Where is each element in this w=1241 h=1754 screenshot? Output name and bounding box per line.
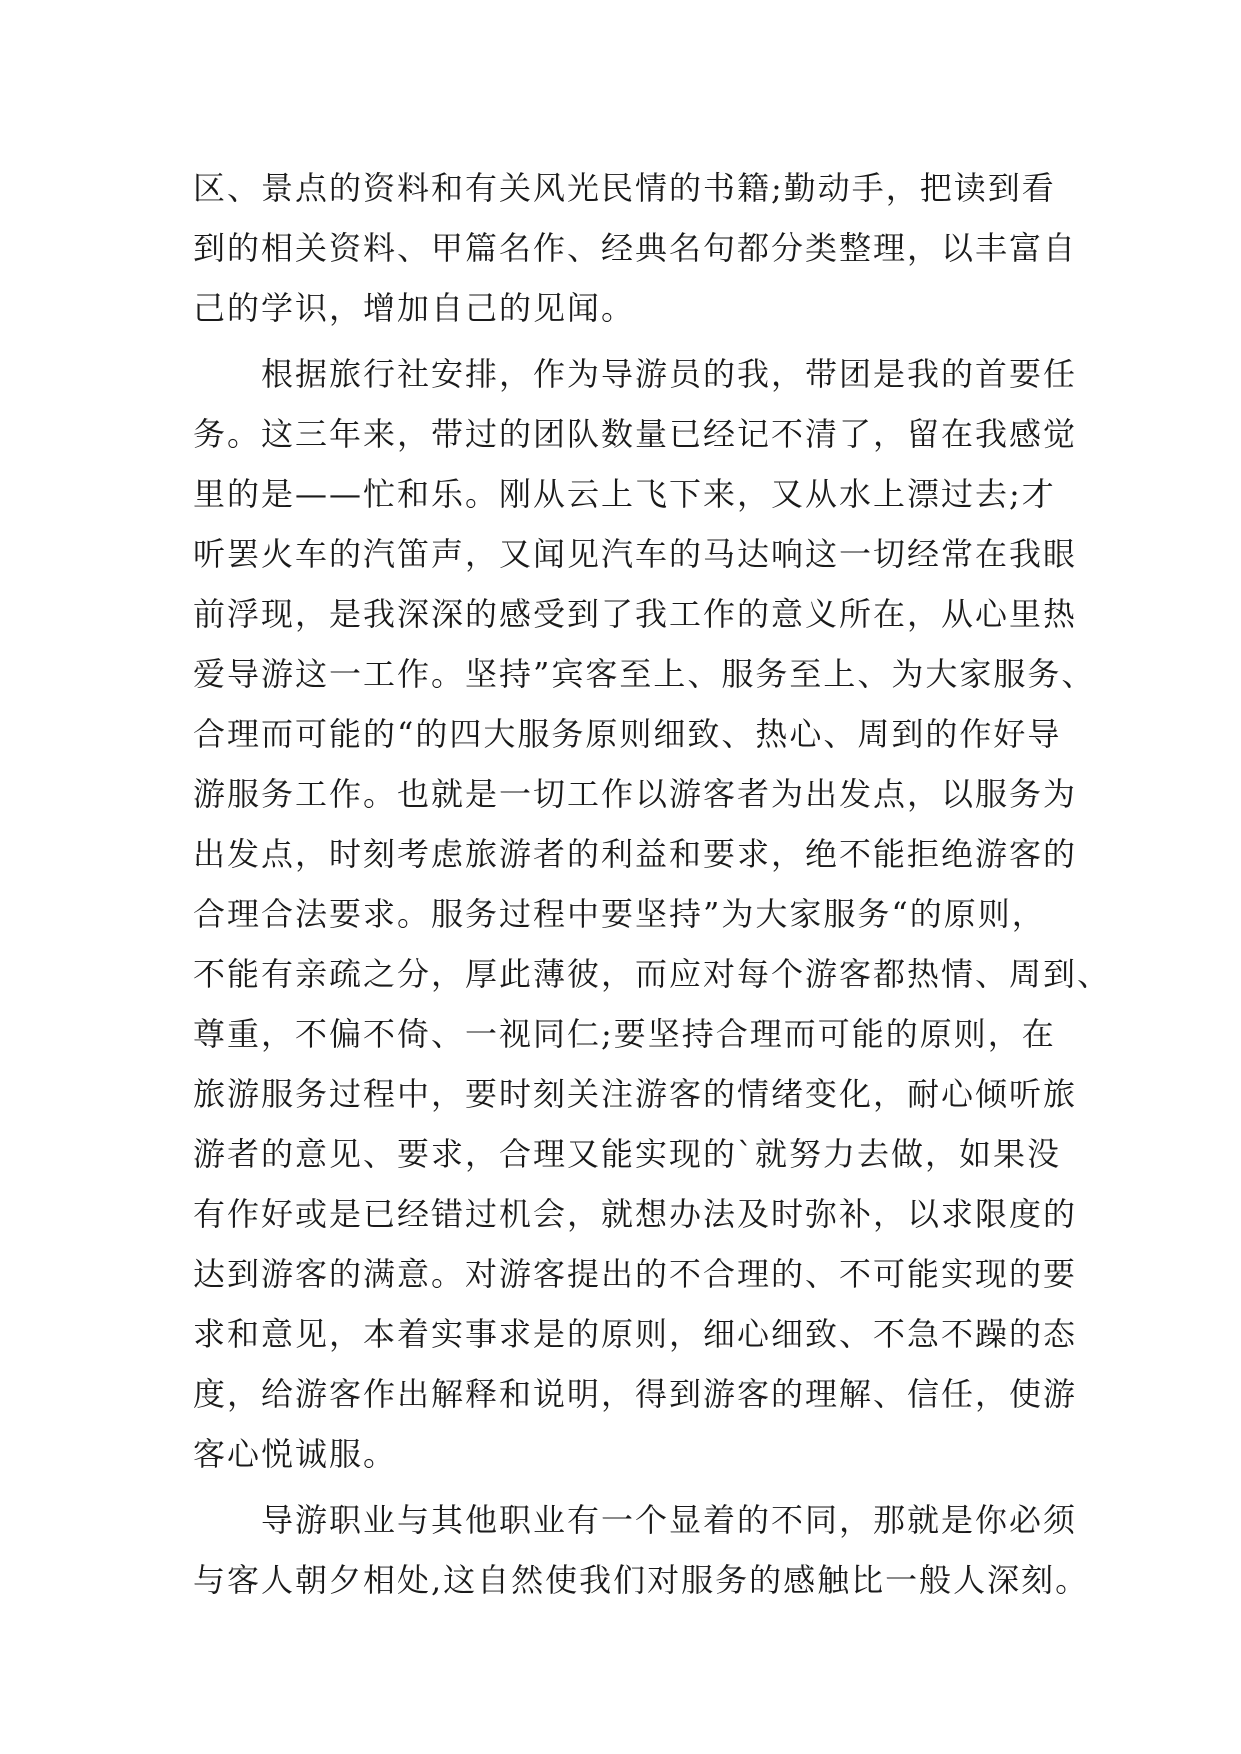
text-line: 根据旅行社安排，作为导游员的我，带团是我的首要任 [193,355,1078,393]
text-line: 有作好或是已经错过机会，就想办法及时弥补，以求限度的 [193,1195,1078,1233]
text-line: 出发点，时刻考虑旅游者的利益和要求，绝不能拒绝游客的 [193,835,1078,873]
text-line: 到的相关资料、甲篇名作、经典名句都分类整理，以丰富自 [193,229,1078,267]
text-line: 度，给游客作出解释和说明，得到游客的理解、信任，使游 [193,1375,1078,1413]
text-line: 旅游服务过程中，要时刻关注游客的情绪变化，耐心倾听旅 [193,1075,1078,1113]
text-line: 客心悦诚服。 [193,1435,398,1473]
text-line: 爱导游这一工作。坚持”宾客至上、服务至上、为大家服务、 [193,655,1096,693]
text-line: 达到游客的满意。对游客提出的不合理的、不可能实现的要 [193,1255,1078,1293]
paragraph-1 [193,158,1078,338]
text-line: 不能有亲疏之分，厚此薄彼，而应对每个游客都热情、周到、 [193,955,1112,993]
text-line: 己的学识，增加自己的见闻。 [193,289,636,327]
paragraph-2 [193,344,1112,1484]
text-line: 游服务工作。也就是一切工作以游客者为出发点，以服务为 [193,775,1078,813]
text-line: 游者的意见、要求，合理又能实现的`就努力去做，如果没 [193,1135,1062,1173]
paragraph-3 [193,1490,1090,1610]
text-line: 尊重，不偏不倚、一视同仁;要坚持合理而可能的原则，在 [193,1015,1056,1053]
text-line: 求和意见，本着实事求是的原则，细心细致、不急不躁的态 [193,1315,1078,1353]
text-line: 听罢火车的汽笛声，又闻见汽车的马达响这一切经常在我眼 [193,535,1078,573]
text-line: 前浮现，是我深深的感受到了我工作的意义所在，从心里热 [193,595,1078,633]
text-line: 里的是——忙和乐。刚从云上飞下来，又从水上漂过去;才 [193,475,1056,513]
text-line: 区、景点的资料和有关风光民情的书籍;勤动手，把读到看 [193,169,1056,207]
text-line: 合理而可能的“的四大服务原则细致、热心、周到的作好导 [193,715,1062,753]
text-line: 合理合法要求。服务过程中要坚持”为大家服务“的原则， [193,895,1046,933]
text-line: 务。这三年来，带过的团队数量已经记不清了，留在我感觉 [193,415,1078,453]
text-line: 导游职业与其他职业有一个显着的不同，那就是你必须 [193,1501,1078,1539]
document-body [193,158,1112,1610]
text-line: 与客人朝夕相处,这自然使我们对服务的感触比一般人深刻。 [193,1561,1090,1599]
